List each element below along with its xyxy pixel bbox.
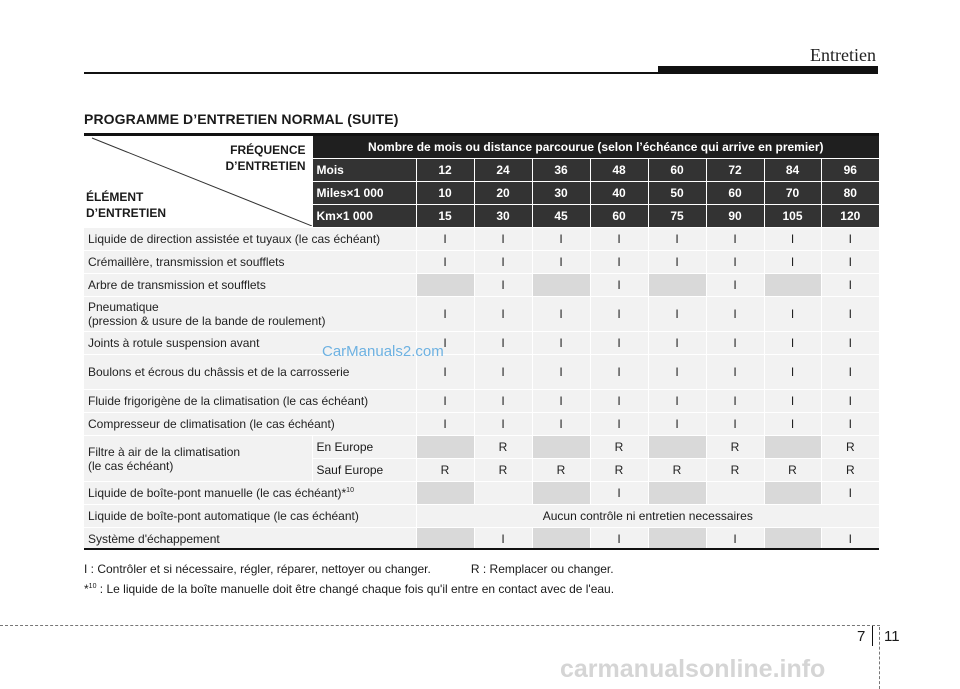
maintenance-schedule-table bbox=[84, 133, 879, 551]
row-item-text: Compresseur de climatisation (le cas échéant) bbox=[88, 417, 335, 431]
schedule-cell bbox=[416, 274, 474, 297]
schedule-cell: I bbox=[590, 413, 648, 436]
schedule-cell: I bbox=[474, 390, 532, 413]
schedule-cell: I bbox=[706, 390, 764, 413]
schedule-cell bbox=[648, 436, 706, 459]
running-header-title: Entretien bbox=[810, 45, 876, 65]
page-number-divider bbox=[872, 626, 873, 646]
schedule-cell: R bbox=[590, 436, 648, 459]
schedule-cell: I bbox=[648, 251, 706, 274]
row-item-label bbox=[84, 505, 416, 528]
interval-value: 50 bbox=[648, 182, 706, 205]
schedule-cell: I bbox=[706, 332, 764, 355]
schedule-cell: I bbox=[706, 355, 764, 390]
header-rule-thick bbox=[658, 66, 878, 74]
row-item-label bbox=[84, 390, 416, 413]
interval-value: 60 bbox=[590, 205, 648, 228]
schedule-cell: I bbox=[416, 332, 474, 355]
table-row bbox=[84, 274, 879, 297]
schedule-cell bbox=[764, 436, 821, 459]
schedule-cell: I bbox=[821, 482, 879, 505]
schedule-cell: I bbox=[764, 297, 821, 332]
schedule-cell: I bbox=[416, 297, 474, 332]
table-row bbox=[84, 251, 879, 274]
schedule-cell: I bbox=[764, 413, 821, 436]
legend-r-text: R : Remplacer ou changer. bbox=[470, 562, 614, 576]
schedule-cell bbox=[532, 482, 590, 505]
schedule-cell: I bbox=[821, 228, 879, 251]
row-subcategory-label: En Europe bbox=[312, 436, 416, 459]
table-row bbox=[84, 505, 879, 528]
schedule-cell: I bbox=[532, 413, 590, 436]
schedule-cell: I bbox=[590, 251, 648, 274]
interval-value: 24 bbox=[474, 159, 532, 182]
legend-i-text: I : Contrôler et si nécessaire, régler, réparer, nettoyer ou changer. bbox=[84, 562, 431, 576]
interval-value: 10 bbox=[416, 182, 474, 205]
schedule-cell: I bbox=[706, 297, 764, 332]
row-item-label bbox=[84, 413, 416, 436]
schedule-cell: I bbox=[648, 332, 706, 355]
table-row bbox=[84, 228, 879, 251]
schedule-cell: I bbox=[821, 297, 879, 332]
interval-value: 20 bbox=[474, 182, 532, 205]
table-row bbox=[84, 436, 879, 459]
schedule-cell: I bbox=[416, 251, 474, 274]
table-row bbox=[84, 413, 879, 436]
schedule-cell: I bbox=[706, 274, 764, 297]
row-subcategory-label: Sauf Europe bbox=[312, 459, 416, 482]
schedule-cell: I bbox=[474, 413, 532, 436]
row-item-label bbox=[84, 482, 416, 505]
table-bottom-rule bbox=[84, 548, 879, 550]
schedule-cell: I bbox=[590, 297, 648, 332]
schedule-cell: R bbox=[648, 459, 706, 482]
legend-note-mark: * bbox=[84, 582, 89, 596]
row-item-label bbox=[84, 436, 312, 482]
interval-value: 48 bbox=[590, 159, 648, 182]
table-corner-cell bbox=[84, 135, 312, 228]
legend-line-1 bbox=[84, 560, 614, 578]
schedule-cell: I bbox=[474, 355, 532, 390]
row-item-text: Liquide de boîte-pont automatique (le cas échéant) bbox=[88, 509, 359, 523]
row-item-label bbox=[84, 297, 416, 332]
interval-value: 45 bbox=[532, 205, 590, 228]
legend-note-sup: 10 bbox=[88, 583, 97, 590]
interval-value: 15 bbox=[416, 205, 474, 228]
schedule-cell: I bbox=[821, 413, 879, 436]
schedule-cell: I bbox=[590, 274, 648, 297]
row-item-text: Fluide frigorigène de la climatisation (le cas échéant) bbox=[88, 394, 369, 408]
interval-value: 36 bbox=[532, 159, 590, 182]
schedule-cell: I bbox=[416, 355, 474, 390]
schedule-cell: I bbox=[532, 228, 590, 251]
table-row bbox=[84, 355, 879, 390]
schedule-cell: R bbox=[821, 436, 879, 459]
row-item-text: Système d'échappement bbox=[88, 532, 220, 546]
schedule-cell: R bbox=[821, 459, 879, 482]
table-row bbox=[84, 482, 879, 505]
schedule-cell: I bbox=[590, 332, 648, 355]
schedule-cell: I bbox=[821, 274, 879, 297]
interval-value: 84 bbox=[764, 159, 821, 182]
schedule-cell: I bbox=[416, 390, 474, 413]
legend bbox=[84, 560, 614, 598]
row-item-text: Boulons et écrous du châssis et de la carrosserie bbox=[88, 365, 350, 379]
interval-value: 40 bbox=[590, 182, 648, 205]
schedule-cell: R bbox=[532, 459, 590, 482]
interval-main-header: Nombre de mois ou distance parcourue (selon l’échéance qui arrive en premier) bbox=[312, 135, 879, 159]
schedule-cell: R bbox=[474, 436, 532, 459]
table-row bbox=[84, 390, 879, 413]
schedule-cell: I bbox=[590, 390, 648, 413]
schedule-cell: I bbox=[532, 251, 590, 274]
schedule-cell: I bbox=[648, 355, 706, 390]
interval-value: 70 bbox=[764, 182, 821, 205]
page-section-number: 7 bbox=[857, 628, 866, 645]
footer-dashed-rule bbox=[0, 625, 880, 626]
row-item-text: Arbre de transmission et soufflets bbox=[88, 278, 266, 292]
row-item-note-sup: 10 bbox=[346, 487, 354, 494]
table-row bbox=[84, 332, 879, 355]
schedule-cell: I bbox=[706, 251, 764, 274]
row-item-text: Crémaillère, transmission et soufflets bbox=[88, 255, 285, 269]
watermark-footer: carmanualsonline.info bbox=[560, 655, 826, 683]
schedule-cell bbox=[416, 482, 474, 505]
row-item-line: (pression & usure de la bande de roulement) bbox=[88, 314, 326, 328]
schedule-cell: I bbox=[532, 390, 590, 413]
page-number: 11 bbox=[884, 628, 900, 645]
interval-value: 60 bbox=[648, 159, 706, 182]
schedule-cell: I bbox=[764, 355, 821, 390]
schedule-cell: I bbox=[764, 251, 821, 274]
interval-value: 105 bbox=[764, 205, 821, 228]
element-label: ÉLÉMENT D’ENTRETIEN bbox=[86, 190, 167, 220]
schedule-cell: I bbox=[821, 528, 879, 551]
schedule-cell: I bbox=[590, 482, 648, 505]
schedule-cell bbox=[648, 482, 706, 505]
schedule-cell: I bbox=[590, 228, 648, 251]
frequency-label: FRÉQUENCE D’ENTRETIEN bbox=[225, 143, 306, 173]
schedule-cell bbox=[532, 274, 590, 297]
schedule-cell bbox=[706, 482, 764, 505]
schedule-cell: I bbox=[416, 413, 474, 436]
interval-value: 75 bbox=[648, 205, 706, 228]
row-item-label bbox=[84, 228, 416, 251]
schedule-cell: I bbox=[764, 390, 821, 413]
schedule-cell: I bbox=[590, 355, 648, 390]
row-item-text: Liquide de boîte-pont manuelle (le cas échéant)* bbox=[88, 486, 347, 500]
row-item-label bbox=[84, 251, 416, 274]
schedule-cell: I bbox=[648, 413, 706, 436]
schedule-cell: I bbox=[532, 332, 590, 355]
schedule-cell: R bbox=[706, 436, 764, 459]
schedule-cell bbox=[764, 482, 821, 505]
schedule-cell: I bbox=[821, 390, 879, 413]
interval-value: 12 bbox=[416, 159, 474, 182]
schedule-cell bbox=[764, 274, 821, 297]
schedule-cell bbox=[474, 482, 532, 505]
schedule-cell: I bbox=[474, 332, 532, 355]
schedule-cell: I bbox=[706, 413, 764, 436]
legend-note-text: : Le liquide de la boîte manuelle doit être changé chaque fois qu'il entre en contact avec de l'eau. bbox=[96, 582, 615, 596]
schedule-cell: I bbox=[474, 297, 532, 332]
schedule-cell: R bbox=[590, 459, 648, 482]
schedule-cell: R bbox=[474, 459, 532, 482]
row-item-line: Pneumatique bbox=[88, 300, 159, 314]
row-span-note: Aucun contrôle ni entretien necessaires bbox=[416, 505, 879, 528]
interval-value: 96 bbox=[821, 159, 879, 182]
interval-value: 72 bbox=[706, 159, 764, 182]
schedule-cell: I bbox=[821, 332, 879, 355]
interval-value: 60 bbox=[706, 182, 764, 205]
interval-value: 120 bbox=[821, 205, 879, 228]
schedule-cell: I bbox=[706, 228, 764, 251]
row-item-line: Filtre à air de la climatisation bbox=[88, 444, 241, 459]
section-title: PROGRAMME D’ENTRETIEN NORMAL (SUITE) bbox=[84, 111, 399, 127]
schedule-cell: I bbox=[648, 228, 706, 251]
row-item-text: Joints à rotule suspension avant bbox=[88, 336, 260, 350]
schedule-cell: R bbox=[416, 459, 474, 482]
schedule-cell: I bbox=[821, 251, 879, 274]
watermark-center: CarManuals2.com bbox=[322, 343, 444, 360]
schedule-cell bbox=[648, 274, 706, 297]
row-item-line: (le cas échéant) bbox=[88, 458, 174, 473]
schedule-cell bbox=[416, 436, 474, 459]
legend-line-2 bbox=[84, 578, 614, 598]
interval-row-label: Km×1 000 bbox=[312, 205, 416, 228]
table-row bbox=[84, 297, 879, 332]
row-item-label bbox=[84, 274, 416, 297]
schedule-cell: I bbox=[764, 332, 821, 355]
interval-value: 30 bbox=[474, 205, 532, 228]
row-item-text: Liquide de direction assistée et tuyaux (le cas échéant) bbox=[88, 232, 381, 246]
schedule-cell: I bbox=[416, 228, 474, 251]
schedule-cell: I bbox=[706, 528, 764, 551]
schedule-cell: I bbox=[474, 228, 532, 251]
schedule-cell: I bbox=[474, 274, 532, 297]
schedule-cell: I bbox=[474, 251, 532, 274]
schedule-cell: I bbox=[764, 228, 821, 251]
schedule-cell: I bbox=[532, 297, 590, 332]
schedule-cell: I bbox=[532, 355, 590, 390]
schedule-cell: I bbox=[648, 297, 706, 332]
schedule-cell: R bbox=[764, 459, 821, 482]
schedule-cell: I bbox=[474, 528, 532, 551]
schedule-cell bbox=[532, 436, 590, 459]
schedule-cell: I bbox=[648, 390, 706, 413]
header-rule-thin bbox=[84, 72, 658, 74]
interval-row-label: Miles×1 000 bbox=[312, 182, 416, 205]
interval-value: 80 bbox=[821, 182, 879, 205]
schedule-cell: I bbox=[821, 355, 879, 390]
interval-row-label: Mois bbox=[312, 159, 416, 182]
footer-vertical-dash bbox=[879, 627, 880, 689]
schedule-cell: I bbox=[590, 528, 648, 551]
schedule-cell: R bbox=[706, 459, 764, 482]
interval-value: 30 bbox=[532, 182, 590, 205]
interval-value: 90 bbox=[706, 205, 764, 228]
